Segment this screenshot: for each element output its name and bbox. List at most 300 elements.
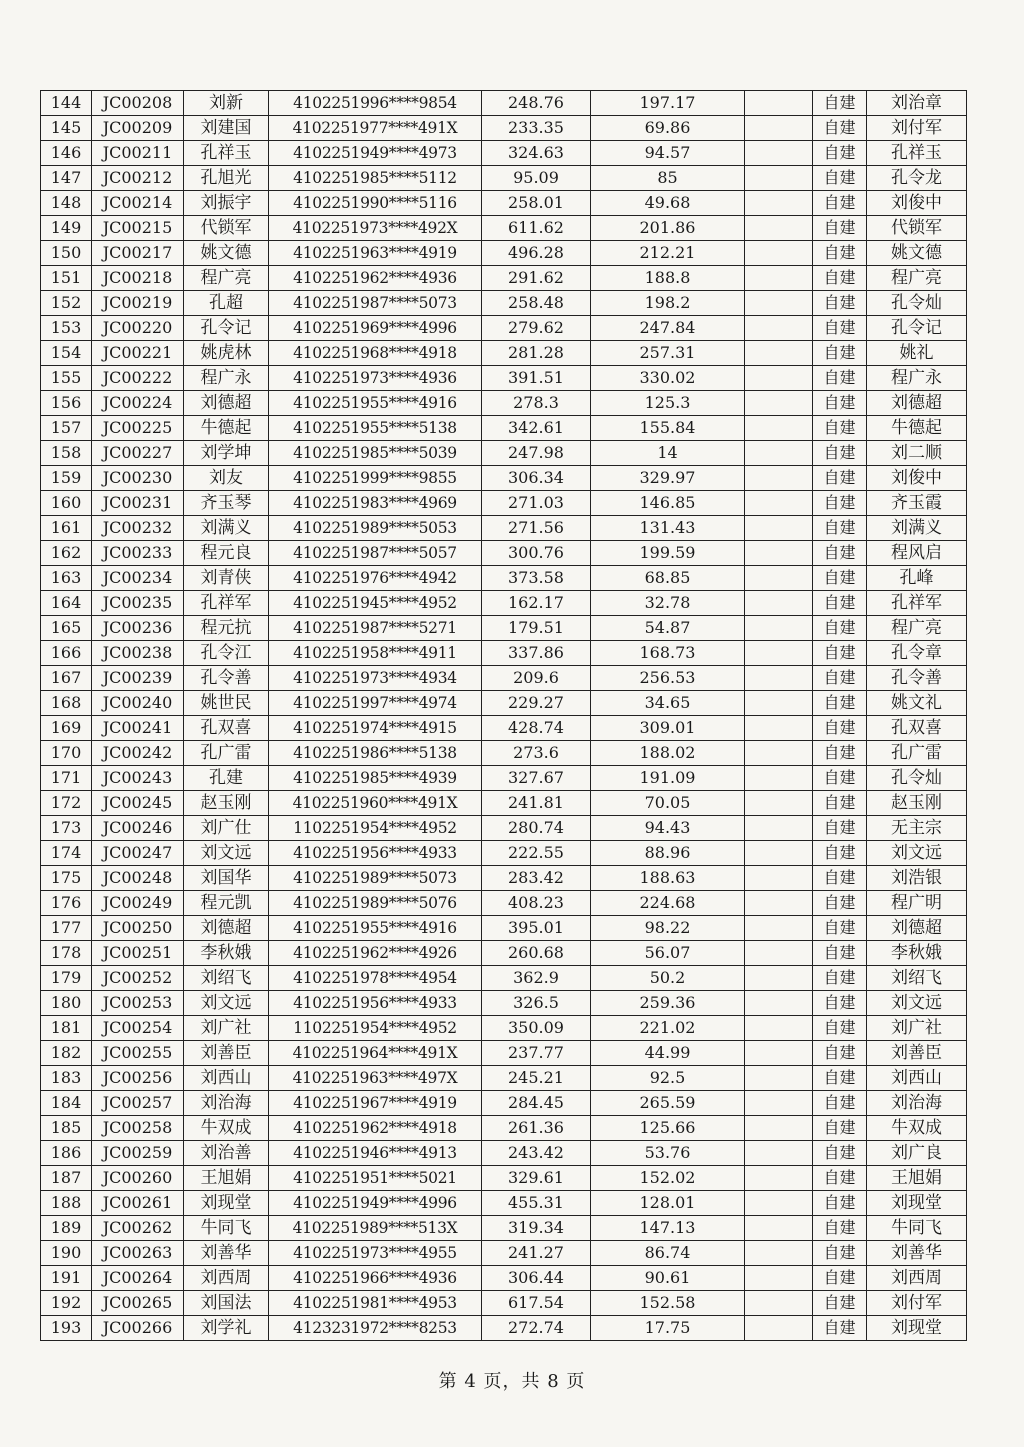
parcel-code-cell: JC00247 [92,841,184,866]
id-number-cell: 4102251987****5057 [269,541,482,566]
owner-name-cell: 程广亮 [867,266,967,291]
name-cell: 孔令江 [184,641,269,666]
second-value-cell: 256.53 [591,666,745,691]
second-value-cell: 221.02 [591,1016,745,1041]
table-row [41,1216,967,1241]
second-value-cell: 152.58 [591,1291,745,1316]
empty-cell [745,966,813,991]
owner-name-cell: 刘现堂 [867,1191,967,1216]
id-number-cell: 4102251989****5073 [269,866,482,891]
empty-cell [745,991,813,1016]
id-number-cell: 4102251983****4969 [269,491,482,516]
area-value-cell: 258.48 [482,291,591,316]
owner-name-cell: 刘广良 [867,1141,967,1166]
table-row [41,566,967,591]
second-value-cell: 70.05 [591,791,745,816]
second-value-cell: 90.61 [591,1266,745,1291]
owner-name-cell: 孔广雷 [867,741,967,766]
id-number-cell: 4102251977****491X [269,116,482,141]
area-value-cell: 306.34 [482,466,591,491]
id-number-cell: 4102251999****9855 [269,466,482,491]
parcel-code-cell: JC00245 [92,791,184,816]
parcel-code-cell: JC00257 [92,1091,184,1116]
build-type-cell: 自建 [813,766,867,791]
parcel-code-cell: JC00253 [92,991,184,1016]
name-cell: 刘文远 [184,991,269,1016]
id-number-cell: 4102251989****513X [269,1216,482,1241]
second-value-cell: 92.5 [591,1066,745,1091]
build-type-cell: 自建 [813,1116,867,1141]
parcel-code-cell: JC00209 [92,116,184,141]
area-value-cell: 278.3 [482,391,591,416]
name-cell: 孔双喜 [184,716,269,741]
row-number-cell: 149 [41,216,92,241]
name-cell: 刘国法 [184,1291,269,1316]
empty-cell [745,491,813,516]
parcel-code-cell: JC00265 [92,1291,184,1316]
area-value-cell: 243.42 [482,1141,591,1166]
area-value-cell: 391.51 [482,366,591,391]
name-cell: 刘友 [184,466,269,491]
second-value-cell: 128.01 [591,1191,745,1216]
owner-name-cell: 无主宗 [867,816,967,841]
second-value-cell: 188.63 [591,866,745,891]
build-type-cell: 自建 [813,1041,867,1066]
area-value-cell: 260.68 [482,941,591,966]
owner-name-cell: 孔令善 [867,666,967,691]
parcel-code-cell: JC00240 [92,691,184,716]
table-row [41,591,967,616]
parcel-code-cell: JC00233 [92,541,184,566]
row-number-cell: 193 [41,1316,92,1341]
second-value-cell: 17.75 [591,1316,745,1341]
area-value-cell: 327.67 [482,766,591,791]
owner-name-cell: 孔祥玉 [867,141,967,166]
row-number-cell: 190 [41,1241,92,1266]
second-value-cell: 50.2 [591,966,745,991]
id-number-cell: 4102251987****5271 [269,616,482,641]
id-number-cell: 4102251990****5116 [269,191,482,216]
table-row [41,341,967,366]
owner-name-cell: 刘善臣 [867,1041,967,1066]
name-cell: 刘治海 [184,1091,269,1116]
build-type-cell: 自建 [813,716,867,741]
second-value-cell: 152.02 [591,1166,745,1191]
parcel-code-cell: JC00212 [92,166,184,191]
owner-name-cell: 刘治海 [867,1091,967,1116]
parcel-code-cell: JC00222 [92,366,184,391]
name-cell: 刘现堂 [184,1191,269,1216]
area-value-cell: 319.34 [482,1216,591,1241]
owner-name-cell: 齐玉霞 [867,491,967,516]
id-number-cell: 4102251962****4926 [269,941,482,966]
name-cell: 刘振宇 [184,191,269,216]
second-value-cell: 191.09 [591,766,745,791]
empty-cell [745,1216,813,1241]
id-number-cell: 4102251945****4952 [269,591,482,616]
name-cell: 刘德超 [184,916,269,941]
id-number-cell: 4102251968****4918 [269,341,482,366]
row-number-cell: 148 [41,191,92,216]
build-type-cell: 自建 [813,741,867,766]
empty-cell [745,1266,813,1291]
area-value-cell: 300.76 [482,541,591,566]
row-number-cell: 175 [41,866,92,891]
row-number-cell: 153 [41,316,92,341]
parcel-code-cell: JC00249 [92,891,184,916]
build-type-cell: 自建 [813,916,867,941]
second-value-cell: 68.85 [591,566,745,591]
table-row [41,441,967,466]
area-value-cell: 280.74 [482,816,591,841]
second-value-cell: 54.87 [591,616,745,641]
name-cell: 孔超 [184,291,269,316]
build-type-cell: 自建 [813,691,867,716]
row-number-cell: 187 [41,1166,92,1191]
parcel-code-cell: JC00219 [92,291,184,316]
row-number-cell: 156 [41,391,92,416]
table-body [41,91,967,1341]
name-cell: 姚世民 [184,691,269,716]
id-number-cell: 4102251997****4974 [269,691,482,716]
table-row [41,1266,967,1291]
id-number-cell: 4102251955****4916 [269,391,482,416]
area-value-cell: 271.56 [482,516,591,541]
id-number-cell: 4102251978****4954 [269,966,482,991]
parcel-code-cell: JC00246 [92,816,184,841]
table-row [41,1141,967,1166]
area-value-cell: 162.17 [482,591,591,616]
second-value-cell: 309.01 [591,716,745,741]
name-cell: 程元凯 [184,891,269,916]
id-number-cell: 4102251973****492X [269,216,482,241]
owner-name-cell: 刘付军 [867,1291,967,1316]
name-cell: 王旭娟 [184,1166,269,1191]
table-row [41,841,967,866]
second-value-cell: 94.43 [591,816,745,841]
owner-name-cell: 王旭娟 [867,1166,967,1191]
owner-name-cell: 姚文礼 [867,691,967,716]
parcel-code-cell: JC00236 [92,616,184,641]
parcel-code-cell: JC00242 [92,741,184,766]
second-value-cell: 257.31 [591,341,745,366]
owner-name-cell: 牛德起 [867,416,967,441]
row-number-cell: 150 [41,241,92,266]
row-number-cell: 188 [41,1191,92,1216]
area-value-cell: 611.62 [482,216,591,241]
id-number-cell: 4102251985****5039 [269,441,482,466]
empty-cell [745,641,813,666]
parcel-code-cell: JC00252 [92,966,184,991]
row-number-cell: 174 [41,841,92,866]
second-value-cell: 212.21 [591,241,745,266]
second-value-cell: 49.68 [591,191,745,216]
row-number-cell: 182 [41,1041,92,1066]
table-row [41,641,967,666]
parcel-code-cell: JC00259 [92,1141,184,1166]
empty-cell [745,1166,813,1191]
owner-name-cell: 刘西山 [867,1066,967,1091]
area-value-cell: 326.5 [482,991,591,1016]
area-value-cell: 408.23 [482,891,591,916]
owner-name-cell: 孔双喜 [867,716,967,741]
second-value-cell: 198.2 [591,291,745,316]
build-type-cell: 自建 [813,491,867,516]
build-type-cell: 自建 [813,866,867,891]
build-type-cell: 自建 [813,991,867,1016]
id-number-cell: 4102251973****4955 [269,1241,482,1266]
parcel-code-cell: JC00208 [92,91,184,116]
build-type-cell: 自建 [813,891,867,916]
empty-cell [745,1066,813,1091]
owner-name-cell: 刘现堂 [867,1316,967,1341]
area-value-cell: 428.74 [482,716,591,741]
build-type-cell: 自建 [813,191,867,216]
row-number-cell: 177 [41,916,92,941]
second-value-cell: 329.97 [591,466,745,491]
id-number-cell: 4102251976****4942 [269,566,482,591]
parcel-code-cell: JC00235 [92,591,184,616]
table-row [41,1091,967,1116]
parcel-code-cell: JC00262 [92,1216,184,1241]
build-type-cell: 自建 [813,666,867,691]
row-number-cell: 159 [41,466,92,491]
id-number-cell: 4102251964****491X [269,1041,482,1066]
table-row [41,791,967,816]
area-value-cell: 241.81 [482,791,591,816]
name-cell: 程元良 [184,541,269,566]
name-cell: 刘治善 [184,1141,269,1166]
id-number-cell: 4102251987****5073 [269,291,482,316]
row-number-cell: 158 [41,441,92,466]
row-number-cell: 184 [41,1091,92,1116]
build-type-cell: 自建 [813,641,867,666]
empty-cell [745,1141,813,1166]
id-number-cell: 4102251955****4916 [269,916,482,941]
name-cell: 刘满义 [184,516,269,541]
table-row [41,716,967,741]
build-type-cell: 自建 [813,116,867,141]
second-value-cell: 14 [591,441,745,466]
owner-name-cell: 刘满义 [867,516,967,541]
name-cell: 孔建 [184,766,269,791]
build-type-cell: 自建 [813,1166,867,1191]
owner-name-cell: 刘广社 [867,1016,967,1041]
second-value-cell: 32.78 [591,591,745,616]
name-cell: 刘西周 [184,1266,269,1291]
build-type-cell: 自建 [813,1191,867,1216]
area-value-cell: 261.36 [482,1116,591,1141]
owner-name-cell: 孔令龙 [867,166,967,191]
row-number-cell: 168 [41,691,92,716]
name-cell: 程广永 [184,366,269,391]
table-row [41,1291,967,1316]
row-number-cell: 186 [41,1141,92,1166]
area-value-cell: 272.74 [482,1316,591,1341]
second-value-cell: 56.07 [591,941,745,966]
table-row [41,316,967,341]
owner-name-cell: 程风启 [867,541,967,566]
name-cell: 刘学坤 [184,441,269,466]
empty-cell [745,316,813,341]
area-value-cell: 233.35 [482,116,591,141]
row-number-cell: 163 [41,566,92,591]
area-value-cell: 342.61 [482,416,591,441]
area-value-cell: 179.51 [482,616,591,641]
id-number-cell: 4102251962****4918 [269,1116,482,1141]
row-number-cell: 185 [41,1116,92,1141]
row-number-cell: 192 [41,1291,92,1316]
name-cell: 赵玉刚 [184,791,269,816]
table-row [41,366,967,391]
id-number-cell: 4102251985****4939 [269,766,482,791]
empty-cell [745,741,813,766]
owner-name-cell: 牛双成 [867,1116,967,1141]
row-number-cell: 181 [41,1016,92,1041]
name-cell: 牛双成 [184,1116,269,1141]
row-number-cell: 179 [41,966,92,991]
empty-cell [745,591,813,616]
row-number-cell: 160 [41,491,92,516]
id-number-cell: 4102251989****5053 [269,516,482,541]
empty-cell [745,166,813,191]
parcel-code-cell: JC00261 [92,1191,184,1216]
area-value-cell: 222.55 [482,841,591,866]
row-number-cell: 164 [41,591,92,616]
parcel-code-cell: JC00217 [92,241,184,266]
parcel-code-cell: JC00255 [92,1041,184,1066]
name-cell: 牛同飞 [184,1216,269,1241]
name-cell: 代锁军 [184,216,269,241]
owner-name-cell: 刘文远 [867,991,967,1016]
build-type-cell: 自建 [813,266,867,291]
empty-cell [745,91,813,116]
id-number-cell: 4102251963****4919 [269,241,482,266]
id-number-cell: 4102251960****491X [269,791,482,816]
empty-cell [745,516,813,541]
table-row [41,416,967,441]
empty-cell [745,1241,813,1266]
table-row [41,516,967,541]
empty-cell [745,341,813,366]
owner-name-cell: 赵玉刚 [867,791,967,816]
owner-name-cell: 刘治章 [867,91,967,116]
second-value-cell: 155.84 [591,416,745,441]
build-type-cell: 自建 [813,166,867,191]
table-row [41,1166,967,1191]
empty-cell [745,766,813,791]
table-row [41,891,967,916]
empty-cell [745,541,813,566]
row-number-cell: 157 [41,416,92,441]
second-value-cell: 53.76 [591,1141,745,1166]
second-value-cell: 247.84 [591,316,745,341]
table-row [41,1241,967,1266]
id-number-cell: 4102251955****5138 [269,416,482,441]
name-cell: 刘文远 [184,841,269,866]
empty-cell [745,466,813,491]
row-number-cell: 170 [41,741,92,766]
owner-name-cell: 刘绍飞 [867,966,967,991]
second-value-cell: 201.86 [591,216,745,241]
table-row [41,1066,967,1091]
id-number-cell: 4102251963****497X [269,1066,482,1091]
row-number-cell: 180 [41,991,92,1016]
second-value-cell: 188.8 [591,266,745,291]
empty-cell [745,441,813,466]
id-number-cell: 4102251967****4919 [269,1091,482,1116]
build-type-cell: 自建 [813,1016,867,1041]
parcel-code-cell: JC00227 [92,441,184,466]
id-number-cell: 4102251973****4936 [269,366,482,391]
id-number-cell: 4102251981****4953 [269,1291,482,1316]
second-value-cell: 86.74 [591,1241,745,1266]
second-value-cell: 265.59 [591,1091,745,1116]
area-value-cell: 284.45 [482,1091,591,1116]
empty-cell [745,216,813,241]
build-type-cell: 自建 [813,1316,867,1341]
owner-name-cell: 刘二顺 [867,441,967,466]
area-value-cell: 245.21 [482,1066,591,1091]
table-row [41,766,967,791]
second-value-cell: 188.02 [591,741,745,766]
table-row [41,241,967,266]
empty-cell [745,841,813,866]
name-cell: 刘善华 [184,1241,269,1266]
name-cell: 刘绍飞 [184,966,269,991]
parcel-code-cell: JC00258 [92,1116,184,1141]
owner-name-cell: 姚文德 [867,241,967,266]
table-row [41,866,967,891]
row-number-cell: 171 [41,766,92,791]
page-footer: 第 4 页，共 8 页 [438,1371,586,1392]
row-number-cell: 173 [41,816,92,841]
area-value-cell: 373.58 [482,566,591,591]
second-value-cell: 34.65 [591,691,745,716]
build-type-cell: 自建 [813,841,867,866]
area-value-cell: 95.09 [482,166,591,191]
build-type-cell: 自建 [813,316,867,341]
parcel-code-cell: JC00260 [92,1166,184,1191]
empty-cell [745,816,813,841]
empty-cell [745,266,813,291]
second-value-cell: 199.59 [591,541,745,566]
build-type-cell: 自建 [813,366,867,391]
table-row [41,216,967,241]
area-value-cell: 229.27 [482,691,591,716]
parcel-code-cell: JC00224 [92,391,184,416]
row-number-cell: 189 [41,1216,92,1241]
row-number-cell: 144 [41,91,92,116]
id-number-cell: 4102251969****4996 [269,316,482,341]
row-number-cell: 176 [41,891,92,916]
name-cell: 姚虎林 [184,341,269,366]
name-cell: 刘新 [184,91,269,116]
area-value-cell: 279.62 [482,316,591,341]
name-cell: 刘青侠 [184,566,269,591]
build-type-cell: 自建 [813,791,867,816]
row-number-cell: 152 [41,291,92,316]
owner-name-cell: 刘浩银 [867,866,967,891]
id-number-cell: 4102251985****5112 [269,166,482,191]
empty-cell [745,666,813,691]
row-number-cell: 147 [41,166,92,191]
parcel-code-cell: JC00256 [92,1066,184,1091]
owner-name-cell: 孔令灿 [867,291,967,316]
row-number-cell: 172 [41,791,92,816]
table-row [41,1191,967,1216]
id-number-cell: 4102251949****4996 [269,1191,482,1216]
